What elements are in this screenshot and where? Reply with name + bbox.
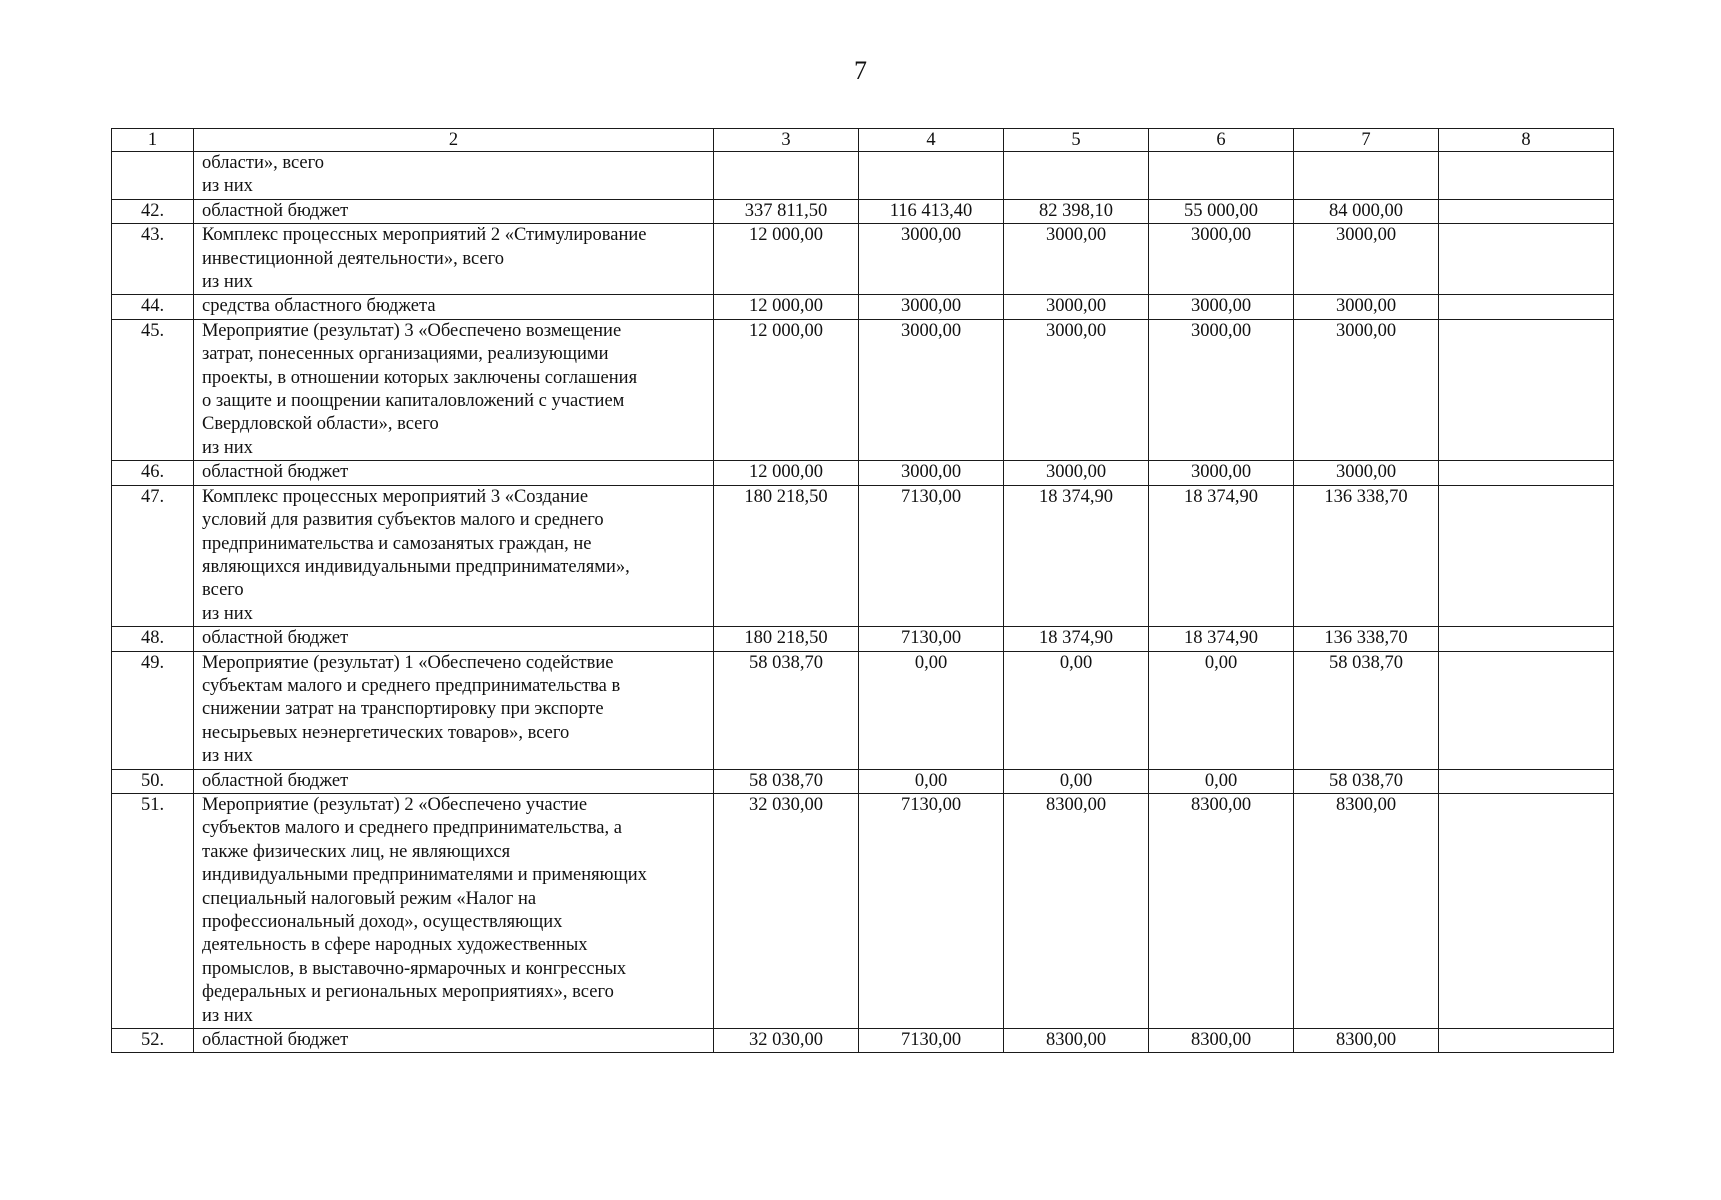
description-cell: [194, 1029, 714, 1053]
row-number-cell: 49.: [112, 651, 194, 769]
description-line: индивидуальными предпринимателями и применяющих: [202, 865, 647, 886]
value-cell-col-8: [1439, 152, 1614, 200]
value-cell-col-4: 3000,00: [859, 295, 1004, 319]
value-cell-col-4: 7130,00: [859, 1029, 1004, 1053]
value-cell-col-4: 116 413,40: [859, 199, 1004, 223]
column-header: 1: [112, 129, 194, 152]
description-line: субъектов малого и среднего предпринимательства, а: [202, 818, 622, 839]
value-cell-col-7: 8300,00: [1294, 793, 1439, 1028]
table-row: [112, 769, 1614, 793]
value-cell-col-5: 18 374,90: [1004, 485, 1149, 626]
description-line: деятельность в сфере народных художественных: [202, 935, 588, 956]
value-cell-col-4: 0,00: [859, 651, 1004, 769]
value-cell-col-6: [1149, 152, 1294, 200]
description-cell: [194, 627, 714, 651]
table-row: [112, 485, 1614, 626]
description-cell: [194, 461, 714, 485]
table-body: [112, 129, 1614, 1053]
description-line: Мероприятие (результат) 1 «Обеспечено содействие: [202, 652, 614, 673]
description-line: Мероприятие (результат) 3 «Обеспечено возмещение: [202, 320, 622, 341]
value-cell-col-8: [1439, 199, 1614, 223]
description-cell: [194, 793, 714, 1028]
row-number-cell: 51.: [112, 793, 194, 1028]
value-cell-col-7: 58 038,70: [1294, 769, 1439, 793]
value-cell-col-7: 3000,00: [1294, 319, 1439, 460]
value-cell-col-5: 3000,00: [1004, 461, 1149, 485]
row-number-cell: [112, 152, 194, 200]
row-number-cell: 43.: [112, 224, 194, 295]
description-cell: [194, 485, 714, 626]
column-header-row: [112, 129, 1614, 152]
description-line: Свердловской области», всего: [202, 414, 439, 435]
value-cell-col-5: 3000,00: [1004, 224, 1149, 295]
value-cell-col-5: 8300,00: [1004, 1029, 1149, 1053]
value-cell-col-4: 3000,00: [859, 461, 1004, 485]
description-cell: [194, 651, 714, 769]
description-cell: [194, 295, 714, 319]
description-line: несырьевых неэнергетических товаров», всего: [202, 722, 570, 743]
description-line: профессиональный доход», осуществляющих: [202, 912, 563, 932]
row-number-cell: 46.: [112, 461, 194, 485]
value-cell-col-6: 0,00: [1149, 769, 1294, 793]
description-line: из них: [202, 746, 253, 767]
value-cell-col-6: 3000,00: [1149, 319, 1294, 460]
column-header: 7: [1294, 129, 1439, 152]
row-number-cell: 52.: [112, 1029, 194, 1053]
description-line: Комплекс процессных мероприятий 3 «Создание: [202, 486, 589, 507]
value-cell-col-7: 3000,00: [1294, 224, 1439, 295]
value-cell-col-4: [859, 152, 1004, 200]
value-cell-col-6: 18 374,90: [1149, 627, 1294, 651]
row-number-cell: 50.: [112, 769, 194, 793]
value-cell-col-4: 3000,00: [859, 224, 1004, 295]
value-cell-col-5: 82 398,10: [1004, 199, 1149, 223]
value-cell-col-3: 337 811,50: [714, 199, 859, 223]
value-cell-col-3: 180 218,50: [714, 627, 859, 651]
description-line: специальный налоговый режим «Налог на: [202, 888, 537, 909]
value-cell-col-8: [1439, 769, 1614, 793]
row-number-cell: 42.: [112, 199, 194, 223]
value-cell-col-8: [1439, 319, 1614, 460]
value-cell-col-6: 3000,00: [1149, 295, 1294, 319]
column-header: 3: [714, 129, 859, 152]
value-cell-col-4: 3000,00: [859, 319, 1004, 460]
table-row: [112, 319, 1614, 460]
description-line: субъектам малого и среднего предпринимательства в: [202, 675, 621, 696]
value-cell-col-6: 8300,00: [1149, 793, 1294, 1028]
description-line: областной бюджет: [202, 628, 349, 649]
column-header: 4: [859, 129, 1004, 152]
value-cell-col-7: [1294, 152, 1439, 200]
description-line: из них: [202, 1005, 253, 1026]
value-cell-col-3: 32 030,00: [714, 1029, 859, 1053]
page-number: 7: [854, 56, 867, 85]
table-row: [112, 224, 1614, 295]
value-cell-col-7: 3000,00: [1294, 461, 1439, 485]
value-cell-col-5: 8300,00: [1004, 793, 1149, 1028]
value-cell-col-6: 8300,00: [1149, 1029, 1294, 1053]
table-row: [112, 152, 1614, 200]
description-line: средства областного бюджета: [202, 296, 436, 317]
value-cell-col-3: 58 038,70: [714, 769, 859, 793]
value-cell-col-4: 7130,00: [859, 627, 1004, 651]
value-cell-col-5: 0,00: [1004, 651, 1149, 769]
row-number-cell: 45.: [112, 319, 194, 460]
value-cell-col-8: [1439, 485, 1614, 626]
value-cell-col-8: [1439, 651, 1614, 769]
description-line: инвестиционной деятельности», всего: [202, 248, 504, 269]
value-cell-col-3: 12 000,00: [714, 461, 859, 485]
value-cell-col-7: 136 338,70: [1294, 627, 1439, 651]
description-line: Мероприятие (результат) 2 «Обеспечено участие: [202, 794, 588, 815]
description-line: затрат, понесенных организациями, реализующими: [202, 344, 609, 365]
value-cell-col-5: 3000,00: [1004, 295, 1149, 319]
value-cell-col-8: [1439, 461, 1614, 485]
value-cell-col-6: 0,00: [1149, 651, 1294, 769]
description-line: также физических лиц, не являющихся: [202, 841, 511, 862]
value-cell-col-8: [1439, 295, 1614, 319]
value-cell-col-3: 180 218,50: [714, 485, 859, 626]
description-line: областной бюджет: [202, 462, 349, 483]
value-cell-col-6: 3000,00: [1149, 461, 1294, 485]
budget-table: [111, 128, 1614, 1053]
value-cell-col-7: 8300,00: [1294, 1029, 1439, 1053]
row-number-cell: 48.: [112, 627, 194, 651]
value-cell-col-7: 3000,00: [1294, 295, 1439, 319]
description-line: промыслов, в выставочно-ярмарочных и конгрессных: [202, 958, 627, 979]
description-cell: [194, 199, 714, 223]
value-cell-col-7: 84 000,00: [1294, 199, 1439, 223]
description-line: из них: [202, 176, 253, 197]
row-number-cell: 44.: [112, 295, 194, 319]
description-cell: [194, 319, 714, 460]
column-header: 2: [194, 129, 714, 152]
description-line: предпринимательства и самозанятых граждан, не: [202, 533, 592, 554]
value-cell-col-3: 12 000,00: [714, 319, 859, 460]
row-number-cell: 47.: [112, 485, 194, 626]
description-line: являющихся индивидуальными предпринимателями»,: [202, 556, 630, 577]
value-cell-col-3: 58 038,70: [714, 651, 859, 769]
column-header: 5: [1004, 129, 1149, 152]
description-cell: [194, 152, 714, 200]
description-line: Комплекс процессных мероприятий 2 «Стимулирование: [202, 225, 647, 246]
value-cell-col-8: [1439, 1029, 1614, 1053]
description-line: снижении затрат на транспортировку при экспорте: [202, 699, 604, 720]
value-cell-col-3: 12 000,00: [714, 295, 859, 319]
value-cell-col-6: 18 374,90: [1149, 485, 1294, 626]
description-line: из них: [202, 603, 253, 624]
description-line: федеральных и региональных мероприятиях», всего: [202, 982, 614, 1003]
description-cell: [194, 224, 714, 295]
description-line: из них: [202, 272, 253, 293]
table-row: [112, 627, 1614, 651]
description-line: областной бюджет: [202, 770, 349, 791]
table-row: [112, 295, 1614, 319]
value-cell-col-8: [1439, 793, 1614, 1028]
value-cell-col-3: 12 000,00: [714, 224, 859, 295]
description-line: проекты, в отношении которых заключены соглашения: [202, 367, 638, 388]
description-line: областной бюджет: [202, 200, 349, 221]
value-cell-col-7: 136 338,70: [1294, 485, 1439, 626]
description-cell: [194, 769, 714, 793]
table-row: [112, 793, 1614, 1028]
description-line: области», всего: [202, 153, 324, 173]
value-cell-col-5: 0,00: [1004, 769, 1149, 793]
description-line: условий для развития субъектов малого и среднего: [202, 510, 604, 531]
table-row: [112, 1029, 1614, 1053]
table-row: [112, 461, 1614, 485]
value-cell-col-6: 55 000,00: [1149, 199, 1294, 223]
value-cell-col-8: [1439, 627, 1614, 651]
value-cell-col-5: 18 374,90: [1004, 627, 1149, 651]
description-line: всего: [202, 580, 244, 601]
column-header: 8: [1439, 129, 1614, 152]
column-header: 6: [1149, 129, 1294, 152]
table-row: [112, 651, 1614, 769]
value-cell-col-5: [1004, 152, 1149, 200]
description-line: из них: [202, 437, 253, 458]
description-line: о защите и поощрении капиталовложений с участием: [202, 391, 625, 412]
value-cell-col-4: 7130,00: [859, 485, 1004, 626]
value-cell-col-6: 3000,00: [1149, 224, 1294, 295]
value-cell-col-8: [1439, 224, 1614, 295]
value-cell-col-3: 32 030,00: [714, 793, 859, 1028]
description-line: областной бюджет: [202, 1030, 349, 1051]
value-cell-col-4: 0,00: [859, 769, 1004, 793]
value-cell-col-7: 58 038,70: [1294, 651, 1439, 769]
value-cell-col-5: 3000,00: [1004, 319, 1149, 460]
value-cell-col-4: 7130,00: [859, 793, 1004, 1028]
value-cell-col-3: [714, 152, 859, 200]
table-row: [112, 199, 1614, 223]
